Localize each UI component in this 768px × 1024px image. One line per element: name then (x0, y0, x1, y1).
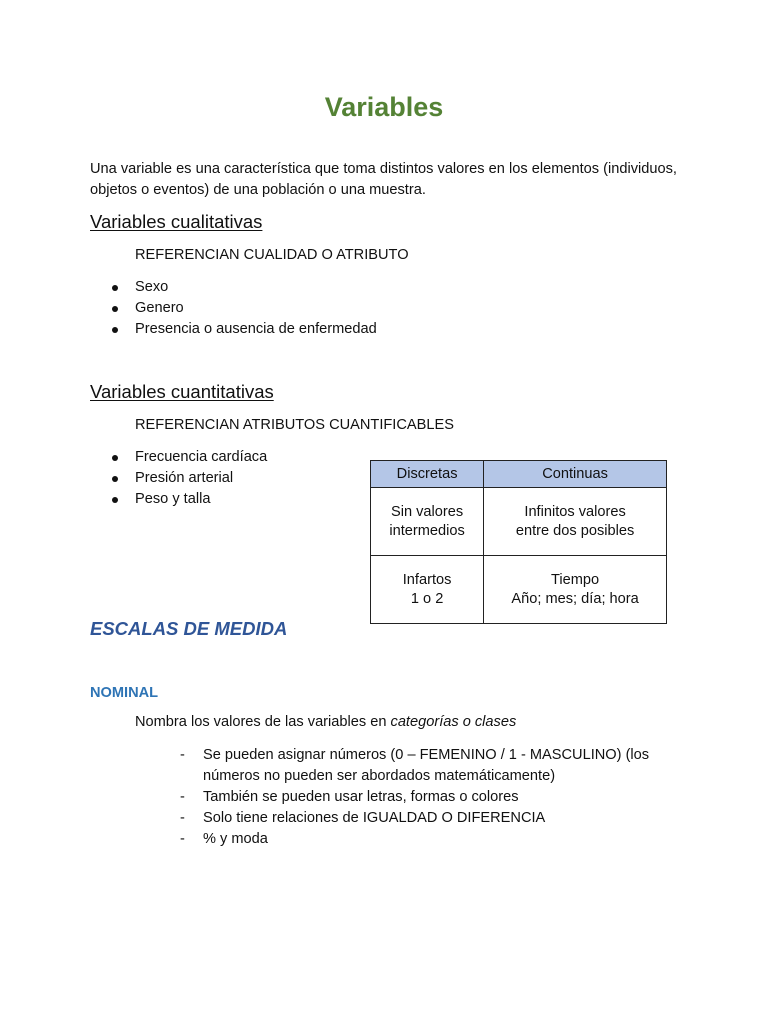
list-item (180, 787, 677, 808)
table-cell (371, 556, 484, 624)
bullet-icon (112, 285, 118, 291)
list-item-text: Presión arterial (135, 470, 234, 486)
list-item (180, 808, 677, 829)
list-item (110, 447, 267, 468)
qualitative-subheading: REFERENCIAN CUALIDAD O ATRIBUTO (135, 247, 409, 263)
list-item-text: Sexo (135, 279, 169, 295)
cell-text: Infinitos valores (524, 503, 626, 520)
variables-table (370, 460, 667, 624)
intro-paragraph: Una variable es una característica que toma distintos valores en los elementos (individuos, objetos o eventos) de una población o una muestra. (90, 161, 677, 198)
list-item-text: Peso y talla (135, 491, 211, 507)
cell-text: Año; mes; día; hora (511, 590, 639, 607)
quantitative-subheading: REFERENCIAN ATRIBUTOS CUANTIFICABLES (135, 417, 454, 433)
table-row (371, 488, 667, 556)
cell-text: Tiempo (551, 571, 600, 588)
list-item-text: Frecuencia cardíaca (135, 449, 268, 465)
nominal-list (180, 745, 677, 850)
quantitative-heading: Variables cuantitativas (90, 381, 274, 402)
dash-bullet: - (180, 831, 185, 847)
table-row (371, 556, 667, 624)
cell-text: Infartos (402, 571, 452, 588)
cell-text: entre dos posibles (515, 522, 635, 539)
cell-text: Sin valores (390, 503, 464, 520)
bullet-icon (112, 455, 118, 461)
list-item (110, 468, 267, 489)
table-header-cell: Continuas (484, 461, 667, 488)
qualitative-list (110, 277, 377, 340)
list-item (180, 745, 677, 787)
quantitative-list (110, 447, 267, 510)
table-cell (484, 488, 667, 556)
bullet-icon (112, 327, 118, 333)
dash-bullet: - (180, 810, 185, 826)
list-item-text: También se pueden usar letras, formas o colores (203, 789, 519, 805)
qualitative-heading: Variables cualitativas (90, 211, 263, 232)
list-item-text: Presencia o ausencia de enfermedad (135, 321, 377, 337)
list-item-text: % y moda (203, 831, 268, 847)
list-item-text: Se pueden asignar números (0 – FEMENINO / 1 - MASCULINO) (los números no pueden ser abordados matemáticamente) (203, 747, 650, 784)
bullet-icon (112, 497, 118, 503)
list-item (180, 829, 677, 850)
bullet-icon (112, 476, 118, 482)
table-header-row (371, 461, 667, 488)
nominal-heading: NOMINAL (90, 685, 159, 701)
nominal-description (135, 714, 516, 730)
table-header-cell: Discretas (371, 461, 484, 488)
nominal-description-text: Nombra los valores de las variables en (135, 714, 391, 730)
nominal-description-emphasis: categorías o clases (390, 714, 517, 730)
list-item (110, 298, 377, 319)
dash-bullet: - (180, 789, 185, 805)
list-item (110, 489, 267, 510)
cell-text: intermedios (389, 522, 465, 539)
list-item (110, 319, 377, 340)
scales-heading: ESCALAS DE MEDIDA (90, 618, 288, 639)
cell-text: 1 o 2 (410, 590, 444, 607)
list-item-text: Solo tiene relaciones de IGUALDAD O DIFERENCIA (203, 810, 546, 826)
table-cell (371, 488, 484, 556)
dash-bullet: - (180, 747, 185, 763)
table-cell (484, 556, 667, 624)
bullet-icon (112, 306, 118, 312)
page-title: Variables (324, 92, 444, 122)
list-item-text: Genero (135, 300, 184, 316)
list-item (110, 277, 377, 298)
